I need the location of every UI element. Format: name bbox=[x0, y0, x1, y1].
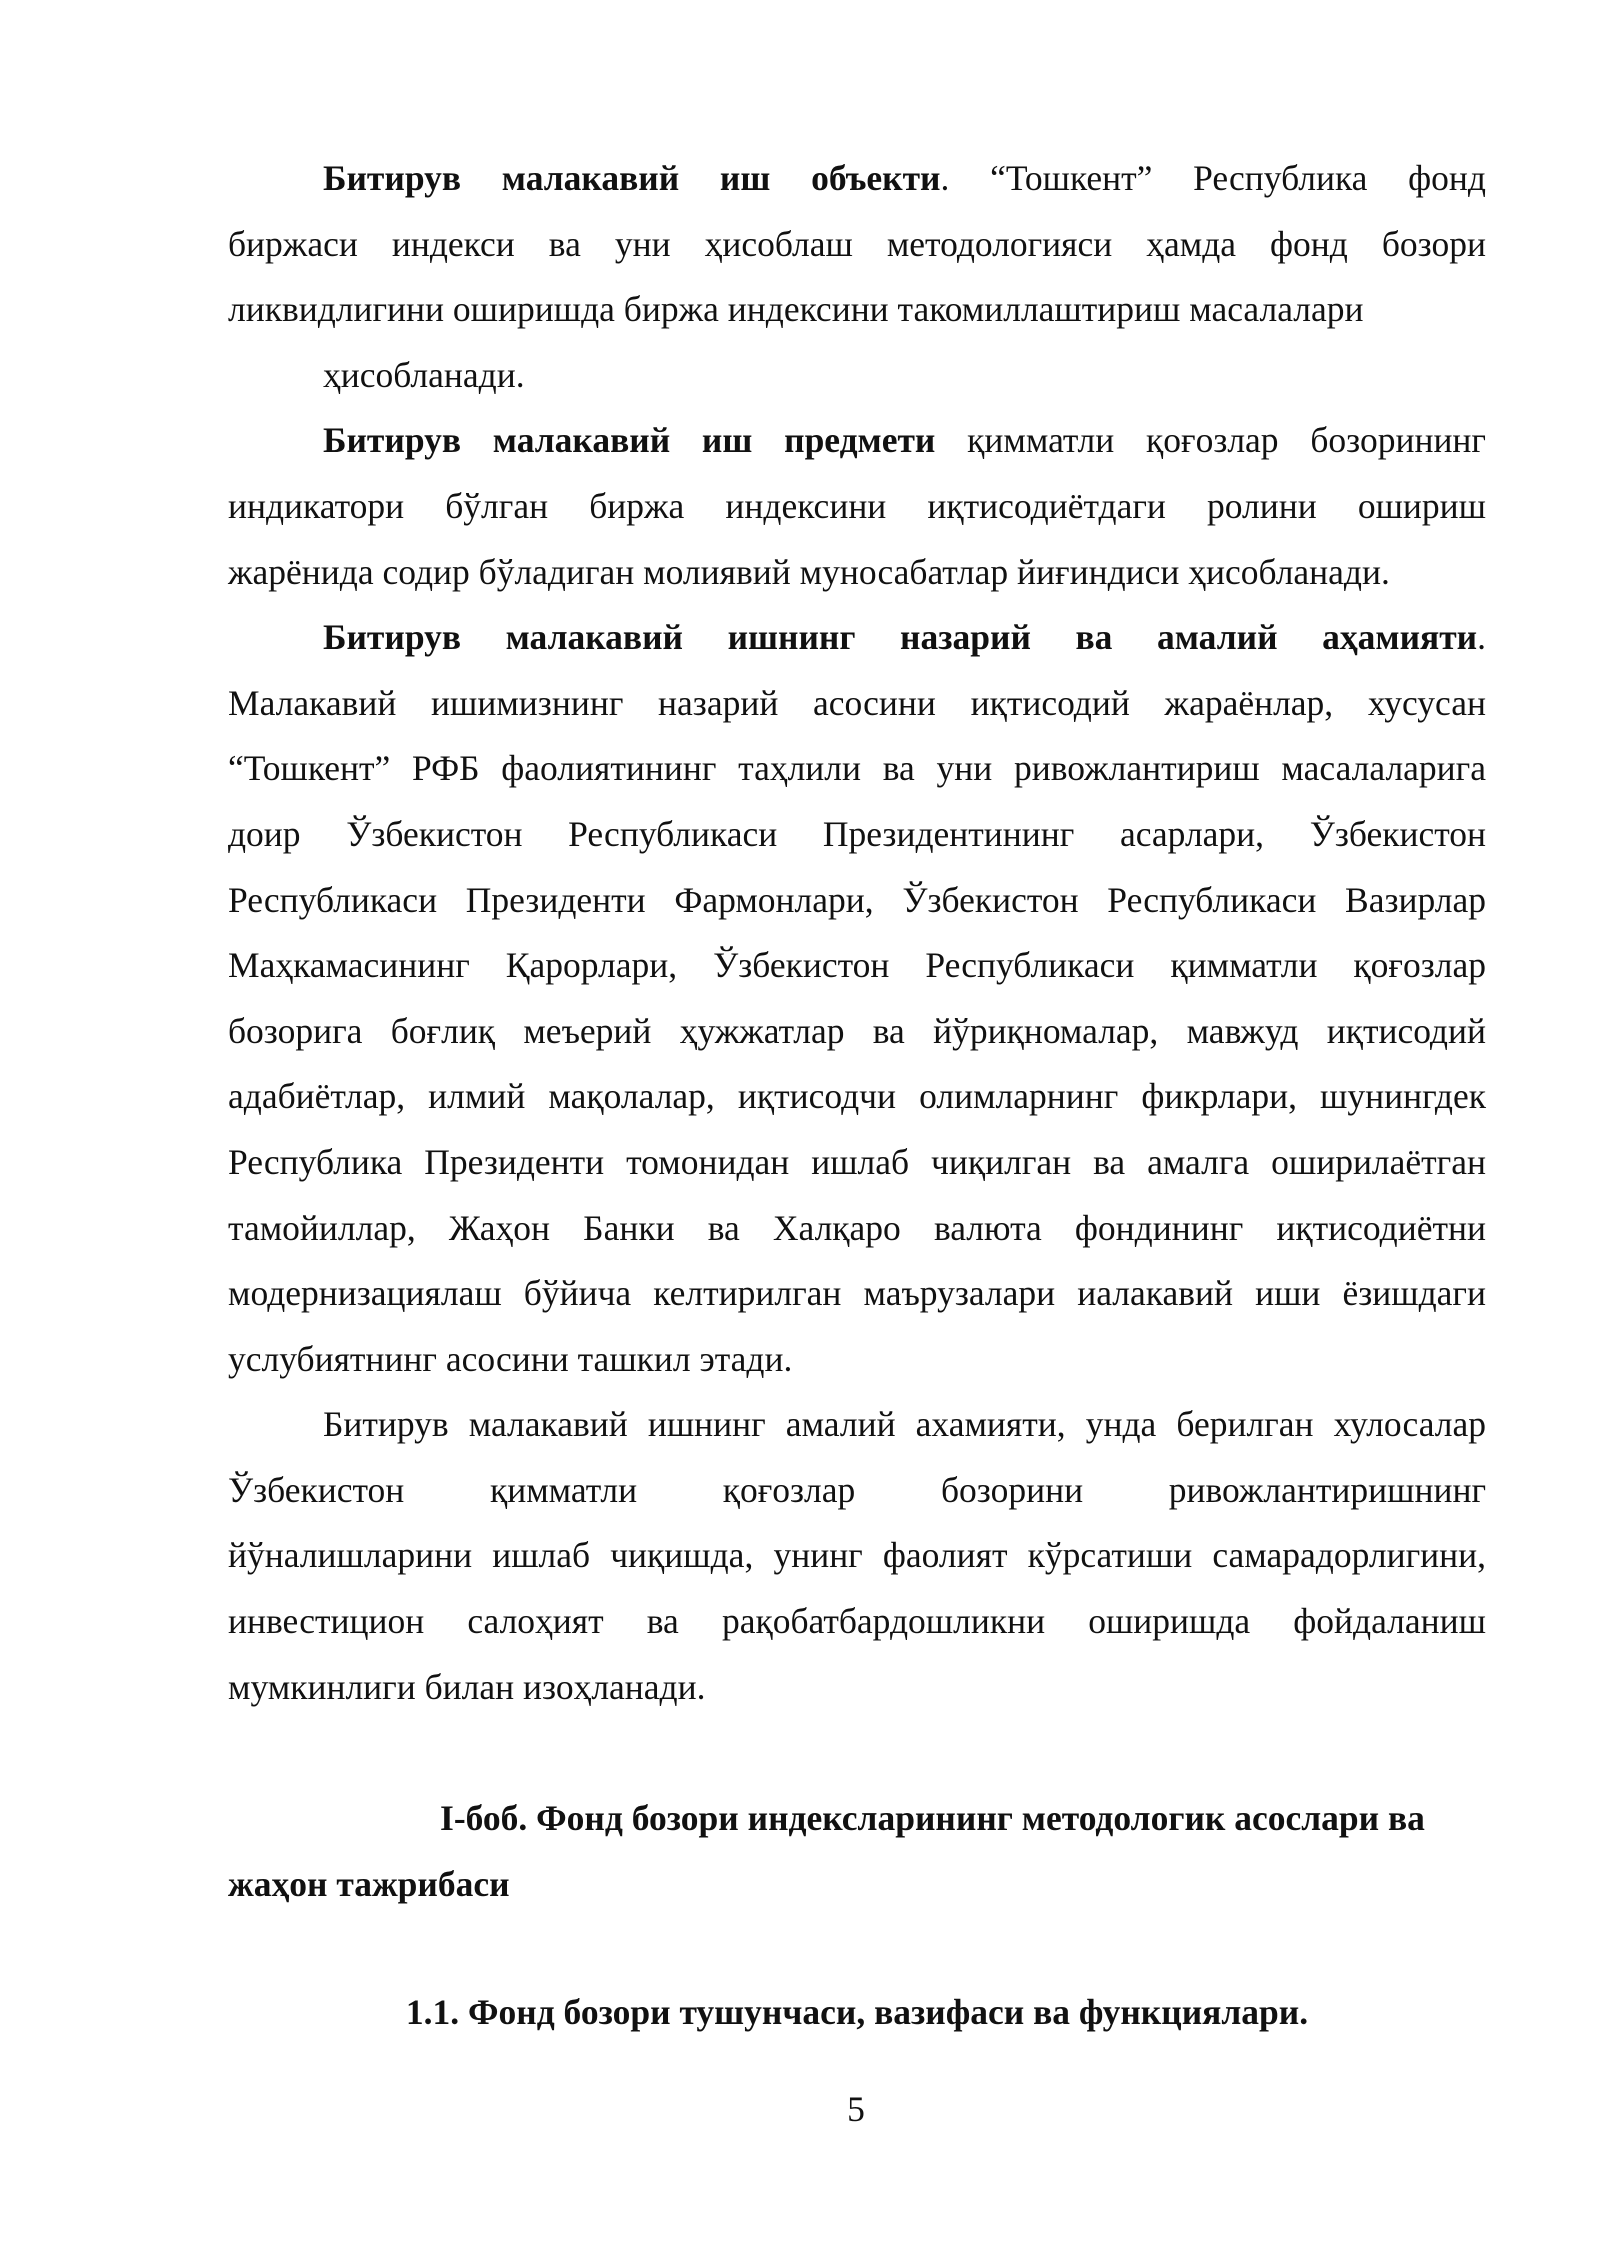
paragraph-object-line-2: биржаси индекси ва уни ҳисоблаш методологияси ҳамда фонд бозори bbox=[228, 223, 1486, 264]
paragraph-practical bbox=[228, 1392, 1486, 1720]
paragraph-significance-line-10: тамойиллар, Жаҳон Банки ва Халқаро валюта фондининг иқтисодиётни bbox=[228, 1207, 1486, 1248]
paragraph-object-line-4: ҳисобланади. bbox=[323, 354, 525, 395]
page-number: 5 bbox=[847, 2089, 865, 2129]
chapter-heading bbox=[228, 1785, 1486, 1917]
paragraph-significance-line-2: Малакавий ишимизнинг назарий асосини иқтисодий жараёнлар, хусусан bbox=[228, 682, 1486, 723]
paragraph-subject bbox=[228, 408, 1486, 605]
paragraph-practical-line-4: инвестицион салоҳият ва рақобатбардошликни оширишда фойдаланиш bbox=[228, 1601, 1486, 1642]
paragraph-significance-line-4: доир Ўзбекистон Республикаси Президентининг асарлари, Ўзбекистон bbox=[228, 813, 1486, 854]
paragraph-significance-line-6: Маҳкамасининг Қарорлари, Ўзбекистон Республикаси қимматли қоғозлар bbox=[228, 945, 1486, 986]
paragraph-subject-bold-lead: Битирув малакавий иш предмети bbox=[323, 420, 936, 461]
paragraph-significance-line-7: бозорига боғлиқ меъерий ҳужжатлар ва йўриқномалар, мавжуд иқтисодий bbox=[228, 1010, 1486, 1051]
paragraph-significance-line-5: Республикаси Президенти Фармонлари, Ўзбекистон Республикаси Вазирлар bbox=[228, 879, 1486, 920]
chapter-heading-line-2: жаҳон тажрибаси bbox=[228, 1864, 510, 1904]
paragraph-practical-line-5: мумкинлиги билан изоҳланади. bbox=[228, 1666, 706, 1707]
paragraph-significance-line-8: адабиётлар, илмий мақолалар, иқтисодчи олимларнинг фикрлари, шунингдек bbox=[228, 1076, 1486, 1117]
chapter-heading-line-1: I-боб. Фонд бозори индексларининг методологик асослари ва bbox=[440, 1798, 1425, 1838]
paragraph-significance bbox=[228, 605, 1486, 1392]
paragraph-practical-line-2: Ўзбекистон қимматли қоғозлар бозорини ривожлантиришнинг bbox=[228, 1469, 1486, 1510]
paragraph-significance-bold-lead: Битирув малакавий ишнинг назарий ва амалий аҳамияти bbox=[323, 617, 1478, 658]
paragraph-significance-line-9: Республика Президенти томонидан ишлаб чиқилган ва амалга оширилаётган bbox=[228, 1141, 1486, 1182]
paragraph-significance-line-11: модернизациялаш бўйича келтирилган маърузалари иалакавий иши ёзишдаги bbox=[228, 1273, 1486, 1314]
paragraph-subject-line-1: Битирув малакавий иш предмети қимматли қоғозлар бозорининг bbox=[323, 420, 1486, 461]
paragraph-significance-line-12: услубиятнинг асосини ташкил этади. bbox=[228, 1338, 793, 1379]
paragraph-subject-line-2: индикатори бўлган биржа индексини иқтисодиётдаги ролини ошириш bbox=[228, 485, 1486, 526]
paragraph-object-line-1: Битирув малакавий иш объекти. “Тошкент” Республика фонд bbox=[323, 158, 1486, 198]
paragraph-object-line-3: ликвидлигини оширишда биржа индексини такомиллаштириш масалалари bbox=[228, 289, 1364, 330]
paragraph-subject-line-3: жарёнида содир бўладиган молиявий муносабатлар йиғиндиси ҳисобланади. bbox=[228, 551, 1390, 592]
paragraph-practical-line-3: йўналишларини ишлаб чиқишда, унинг фаолият кўрсатиши самарадорлигини, bbox=[228, 1535, 1486, 1576]
body-text bbox=[228, 146, 1486, 1720]
paragraph-object bbox=[228, 146, 1486, 408]
paragraph-object-bold-lead: Битирув малакавий иш объекти bbox=[323, 158, 941, 198]
paragraph-significance-line-3: “Тошкент” РФБ фаолиятининг таҳлили ва уни ривожлантириш масалаларига bbox=[228, 748, 1486, 789]
section-heading: 1.1. Фонд бозори тушунчаси, вазифаси ва функциялари. bbox=[405, 1992, 1309, 2032]
paragraph-practical-line-1: Битирув малакавий ишнинг амалий ахамияти, унда берилган хулосалар bbox=[323, 1404, 1486, 1445]
paragraph-significance-line-1: Битирув малакавий ишнинг назарий ва амалий аҳамияти. bbox=[323, 617, 1486, 658]
